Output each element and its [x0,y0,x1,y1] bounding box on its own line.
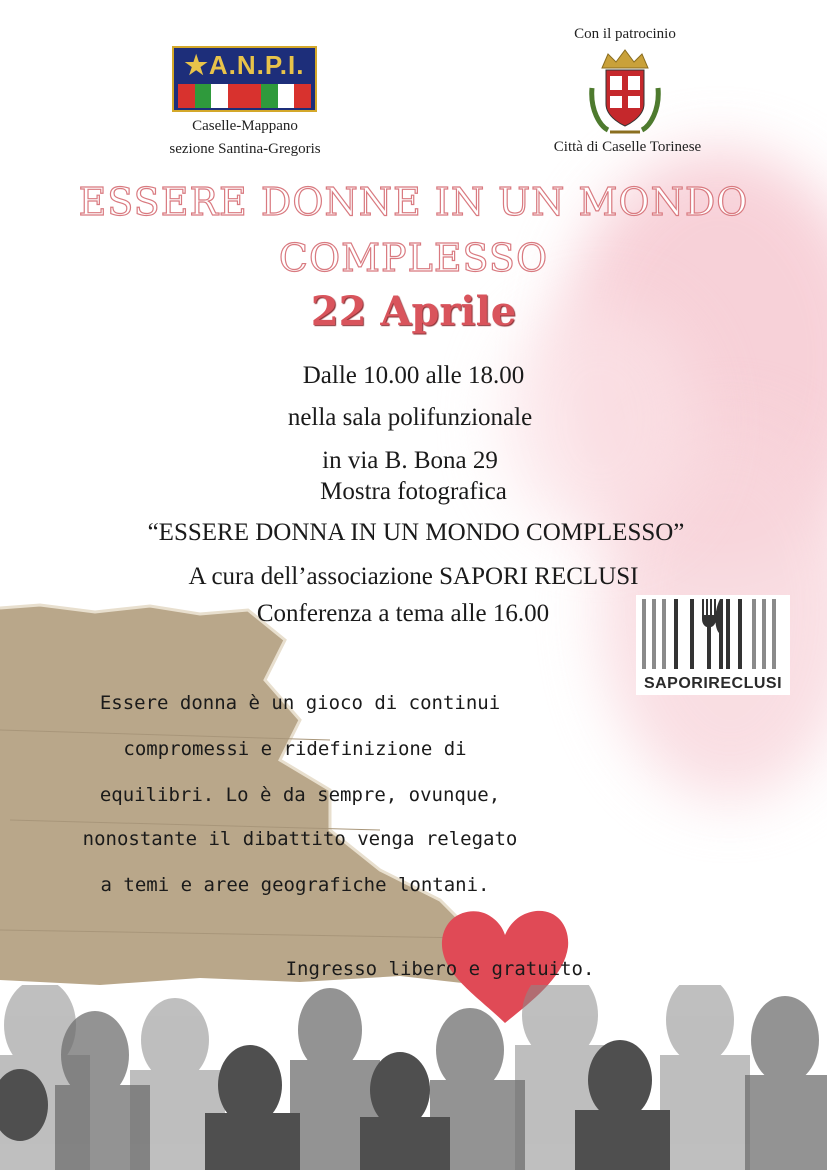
exhibit-curator: A cura dell’associazione SAPORI RECLUSI [188,563,639,590]
anpi-logo-text: A.N.P.I. [208,50,305,80]
anpi-section-line2: sezione Santina-Gregoris [169,141,321,157]
event-title-line2: COMPLESSO [278,236,549,280]
event-date: 22 Aprile [310,288,517,335]
event-title-line1: ESSERE DONNE IN UN MONDO [78,180,749,224]
city-coat-of-arms-icon [588,48,662,136]
exhibit-label: Mostra fotografica [320,478,507,505]
anpi-section-line1: Caselle-Mappano [192,118,298,134]
anpi-logo: ★A.N.P.I. [172,46,317,112]
women-silhouettes [0,985,827,1170]
exhibit-title: “ESSERE DONNA IN UN MONDO COMPLESSO” [147,519,685,546]
italian-flag-icon [178,84,311,108]
sapori-reclusi-logo [636,595,790,695]
quote-line1: Essere donna è un gioco di continui [99,692,501,714]
quote-line4: nonostante il dibattito venga relegato [82,828,518,850]
fork-knife-bars-icon [640,597,786,671]
quote-line2: compromessi e ridefinizione di [123,738,467,760]
city-name: Città di Caselle Torinese [553,139,702,155]
event-venue: nella sala polifunzionale [287,404,533,431]
admission-note: Ingresso libero e gratuito. [285,958,595,980]
patronage-label: Con il patrocinio [574,26,676,42]
event-time: Dalle 10.00 alle 18.00 [302,362,525,389]
event-address: in via B. Bona 29 [322,447,498,474]
quote-line5: a temi e aree geografiche lontani. [100,874,490,896]
sapori-reclusi-wordmark: SAPORIRECLUSI [643,675,783,692]
quote-line3: equilibri. Lo è da sempre, ovunque, [99,784,501,806]
conference-time: Conferenza a tema alle 16.00 [256,600,550,627]
